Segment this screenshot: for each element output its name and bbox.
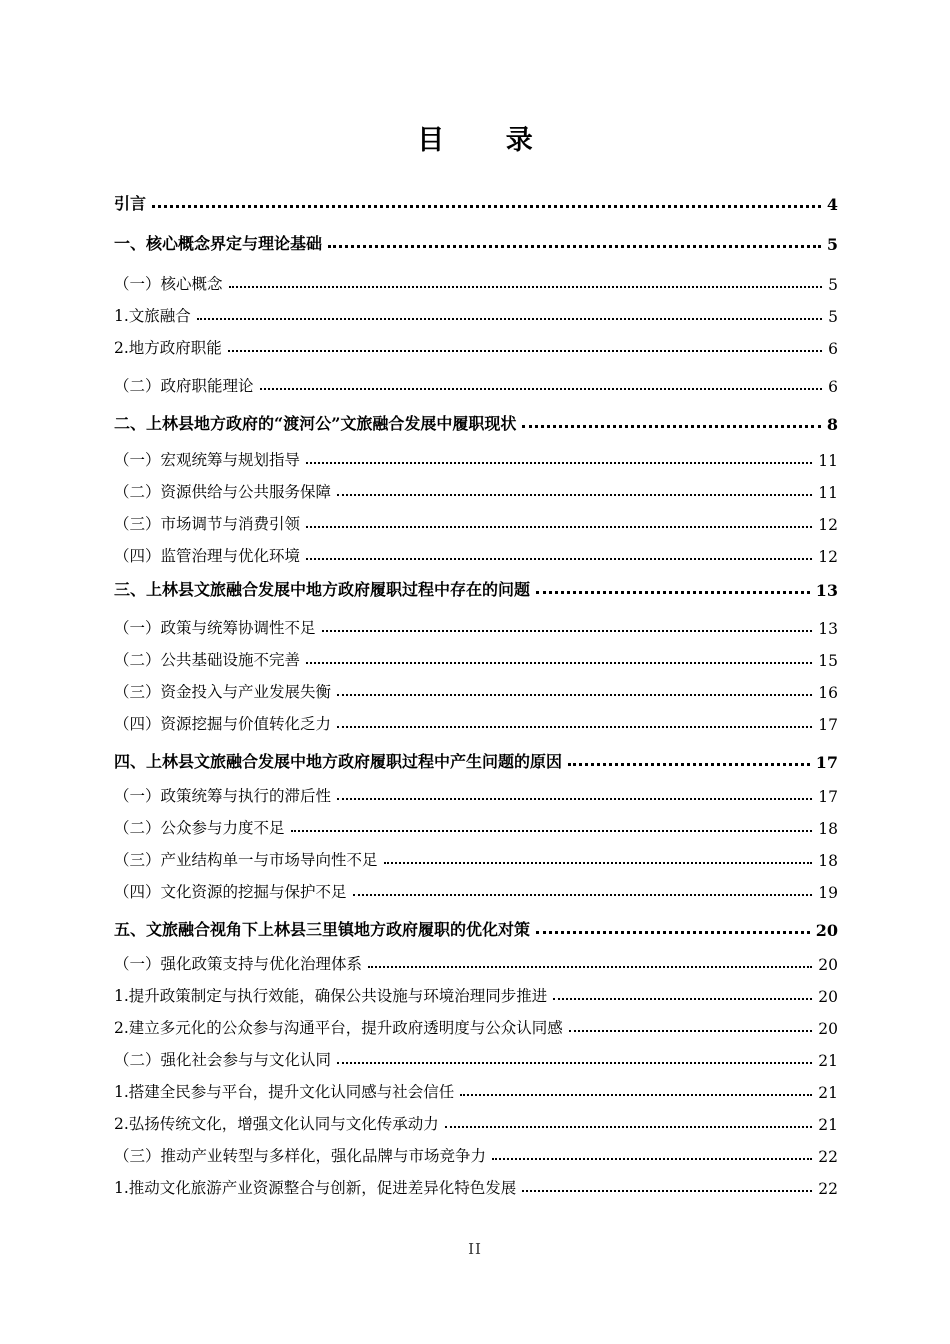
toc-entry-title: （四）监管治理与优化环境 [114,547,301,565]
dot-leader [569,1030,812,1032]
dot-leader [568,763,810,766]
dot-leader [492,1158,812,1160]
toc-entry-title: 三、上林县文旅融合发展中地方政府履职过程中存在的问题 [114,580,531,599]
toc-entry[interactable] [114,406,838,434]
dot-leader [445,1126,812,1128]
toc-entry-page: 12 [818,548,838,566]
toc-entry[interactable] [114,912,838,940]
page-number: II [468,1240,482,1258]
dot-leader [306,558,812,560]
toc-entry-page: 17 [815,753,838,772]
toc-entry-title: （一）政策与统筹协调性不足 [114,619,316,637]
toc-entry[interactable] [114,946,838,974]
toc-entry-title: （二）公共基础设施不完善 [114,651,301,669]
toc-entry[interactable] [114,706,838,734]
toc-entry[interactable] [114,1170,838,1198]
toc-entry[interactable] [114,810,838,838]
dot-leader [353,894,813,896]
toc-entry-title: （二）公众参与力度不足 [114,819,285,837]
toc-entry[interactable] [114,506,838,534]
toc-entry-title: （二）政府职能理论 [114,377,254,395]
dot-leader [337,694,812,696]
toc-entry-page: 15 [818,652,838,670]
toc-entry-page: 13 [815,581,838,600]
toc-entry-page: 20 [818,988,838,1006]
dot-leader [536,931,810,934]
toc-entry[interactable] [114,842,838,870]
toc-entry[interactable] [114,1010,838,1038]
toc-entry-page: 11 [818,452,838,470]
toc-entry-page: 16 [818,684,838,702]
toc-entry-title: 1.推动文化旅游产业资源整合与创新，促进差异化特色发展 [114,1179,517,1197]
toc-entry-page: 13 [818,620,838,638]
dot-leader [553,998,812,1000]
dot-leader [460,1094,812,1096]
toc-entry-page: 20 [815,921,838,940]
toc-entry-page: 6 [828,340,838,358]
toc-entry-title: 2.地方政府职能 [114,339,222,357]
toc-entry-page: 17 [818,716,838,734]
dot-leader [522,425,820,428]
toc-entry-title: （四）文化资源的挖掘与保护不足 [114,883,347,901]
toc-entry-title: （一）宏观统筹与规划指导 [114,451,301,469]
toc-entry-title: （三）产业结构单一与市场导向性不足 [114,851,378,869]
toc-entry[interactable] [114,778,838,806]
toc-entry-page: 6 [828,378,838,396]
toc-entry[interactable] [114,330,838,358]
dot-leader [322,630,813,632]
toc-entry[interactable] [114,744,838,772]
toc-entry-page: 19 [818,884,838,902]
toc-entry[interactable] [114,874,838,902]
toc-entry[interactable] [114,442,838,470]
toc-entry[interactable] [114,266,838,294]
toc-entry-title: 2.建立多元化的公众参与沟通平台，提升政府透明度与公众认同感 [114,1019,563,1037]
toc-entry-page: 21 [818,1116,838,1134]
dot-leader [228,350,822,352]
dot-leader [522,1190,812,1192]
dot-leader [260,388,823,390]
toc-entry-page: 21 [818,1052,838,1070]
toc-entry-title: （三）市场调节与消费引领 [114,515,301,533]
toc-entry-title: 1.搭建全民参与平台，提升文化认同感与社会信任 [114,1083,455,1101]
toc-entry-page: 5 [826,235,838,254]
toc-entry[interactable] [114,978,838,1006]
dot-leader [368,966,812,968]
dot-leader [337,1062,812,1064]
toc-entry-page: 17 [818,788,838,806]
toc-entry-page: 18 [818,852,838,870]
dot-leader [306,526,812,528]
toc-entry-page: 8 [826,415,838,434]
toc-entry-title: （三）推动产业转型与多样化，强化品牌与市场竞争力 [114,1147,487,1165]
toc-entry-title: 二、上林县地方政府的“渡河公”文旅融合发展中履职现状 [114,414,517,433]
toc-entry-title: （一）强化政策支持与优化治理体系 [114,955,363,973]
dot-leader [306,662,812,664]
toc-entry-page: 20 [818,1020,838,1038]
dot-leader [337,798,812,800]
toc-entry-page: 21 [818,1084,838,1102]
toc-entry-title: 四、上林县文旅融合发展中地方政府履职过程中产生问题的原因 [114,752,563,771]
toc-entry-title: （一）政策统筹与执行的滞后性 [114,787,332,805]
toc-entry[interactable] [114,1074,838,1102]
toc-entry-title: （一）核心概念 [114,275,223,293]
toc-entry[interactable] [114,572,838,600]
toc-entry-title: 1.提升政策制定与执行效能，确保公共设施与环境治理同步推进 [114,987,548,1005]
toc-entry[interactable] [114,186,838,214]
dot-leader [197,318,822,320]
toc-entry-page: 5 [828,276,838,294]
dot-leader [384,862,813,864]
toc-entry[interactable] [114,1042,838,1070]
toc-entry[interactable] [114,1106,838,1134]
dot-leader [291,830,813,832]
toc-entry-title: （二）资源供给与公共服务保障 [114,483,332,501]
toc-entry-title: （四）资源挖掘与价值转化乏力 [114,715,332,733]
toc-entry[interactable] [114,298,838,326]
toc-entry-page: 18 [818,820,838,838]
toc-entry[interactable] [114,642,838,670]
toc-title: 目 录 [417,125,559,156]
toc-entry[interactable] [114,368,838,396]
dot-leader [337,494,812,496]
toc-entry-page: 5 [828,308,838,326]
toc-entry[interactable] [114,538,838,566]
dot-leader [152,205,821,208]
toc-entry-title: 五、文旅融合视角下上林县三里镇地方政府履职的优化对策 [114,920,531,939]
toc-entry[interactable] [114,610,838,638]
toc-entry-page: 4 [826,195,838,214]
toc-entry-page: 11 [818,484,838,502]
toc-entry-page: 22 [818,1180,838,1198]
toc-entry[interactable] [114,674,838,702]
toc-entry[interactable] [114,1138,838,1166]
toc-entry-page: 20 [818,956,838,974]
dot-leader [229,286,823,288]
toc-entry-title: （三）资金投入与产业发展失衡 [114,683,332,701]
toc-entry-title: 2.弘扬传统文化，增强文化认同与文化传承动力 [114,1115,439,1133]
toc-entry-page: 22 [818,1148,838,1166]
dot-leader [328,245,821,248]
toc-entry-title: 引言 [114,194,147,213]
dot-leader [536,591,810,594]
dot-leader [337,726,812,728]
toc-entry-title: （二）强化社会参与与文化认同 [114,1051,332,1069]
toc-entry[interactable] [114,226,838,254]
dot-leader [306,462,812,464]
toc-entry-title: 1.文旅融合 [114,307,191,325]
toc-entry-page: 12 [818,516,838,534]
toc-entry-title: 一、核心概念界定与理论基础 [114,234,323,253]
toc-entry[interactable] [114,474,838,502]
